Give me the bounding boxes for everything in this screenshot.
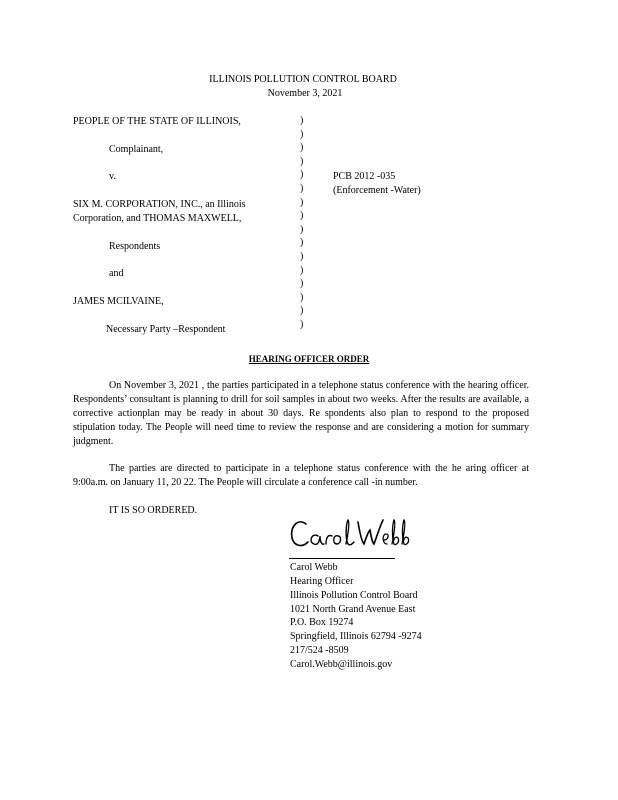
paren: ) xyxy=(300,237,304,249)
plaintiff-role: Complainant, xyxy=(109,144,164,155)
paren: ) xyxy=(300,155,304,167)
signer-city: Springfield, Illinois 62794 -9274 xyxy=(290,631,422,642)
case-type: (Enforcement -Water) xyxy=(333,185,421,196)
paren: ) xyxy=(300,169,304,181)
third-party-role: Necessary Party –Respondent xyxy=(106,324,226,335)
defendant-line-2: Corporation, and THOMAS MAXWELL, xyxy=(73,213,242,224)
order-date: November 3, 2021 xyxy=(267,88,343,99)
defendant-line-1: SIX M. CORPORATION, INC., an Illinois xyxy=(73,199,246,210)
paren: ) xyxy=(300,318,304,330)
signer-street: 1021 North Grand Avenue East xyxy=(290,604,416,615)
paren: ) xyxy=(300,291,304,303)
paren: ) xyxy=(300,128,304,140)
case-number: PCB 2012 -035 xyxy=(333,171,396,182)
paragraph-directive: The parties are directed to participate in a telephone status conference with the he aring officer at 9:00a.m. on January 11, 20 22. The People will circulate a conference call -in number. xyxy=(73,463,529,488)
signer-organization: Illinois Pollution Control Board xyxy=(290,590,418,601)
paren: ) xyxy=(300,223,304,235)
signature-graphic xyxy=(288,516,418,552)
signature-line xyxy=(289,558,395,559)
paren: ) xyxy=(300,250,304,262)
third-party-name: JAMES MCILVAINE, xyxy=(73,296,164,307)
signer-title: Hearing Officer xyxy=(290,576,354,587)
plaintiff-name: PEOPLE OF THE STATE OF ILLINOIS, xyxy=(73,116,241,127)
and-label: and xyxy=(109,268,124,279)
closing-statement: IT IS SO ORDERED. xyxy=(109,505,198,516)
signer-email[interactable]: Carol.Webb@illinois.gov xyxy=(290,659,393,670)
document-title: HEARING OFFICER ORDER xyxy=(248,354,370,364)
signer-phone: 217/524 -8509 xyxy=(290,645,349,656)
paren: ) xyxy=(300,264,304,276)
board-name: ILLINOIS POLLUTION CONTROL BOARD xyxy=(209,74,397,85)
paren: ) xyxy=(300,210,304,222)
paren: ) xyxy=(300,142,304,154)
signer-name: Carol Webb xyxy=(290,562,338,573)
paren: ) xyxy=(300,196,304,208)
handwritten-signature xyxy=(288,516,418,556)
paren: ) xyxy=(300,182,304,194)
paren: ) xyxy=(300,278,304,290)
caption-parenthesis-column xyxy=(300,114,310,332)
signer-po-box: P.O. Box 19274 xyxy=(290,617,354,628)
paragraph-status: On November 3, 2021 , the parties participated in a telephone status conference with the hearing officer. Respondents’ consultant is planning to drill for soil samples in about two weeks. After the results are available, a corrective actionplan may be ready in about 30 days. Re spondents also plan to respond to the proposed stipulation today. The People will need time to review the response and are considering a motion for summary judgment. xyxy=(73,380,529,447)
versus-label: v. xyxy=(109,171,116,182)
defendant-role: Respondents xyxy=(109,241,161,252)
paren: ) xyxy=(300,115,304,126)
paren: ) xyxy=(300,305,304,317)
